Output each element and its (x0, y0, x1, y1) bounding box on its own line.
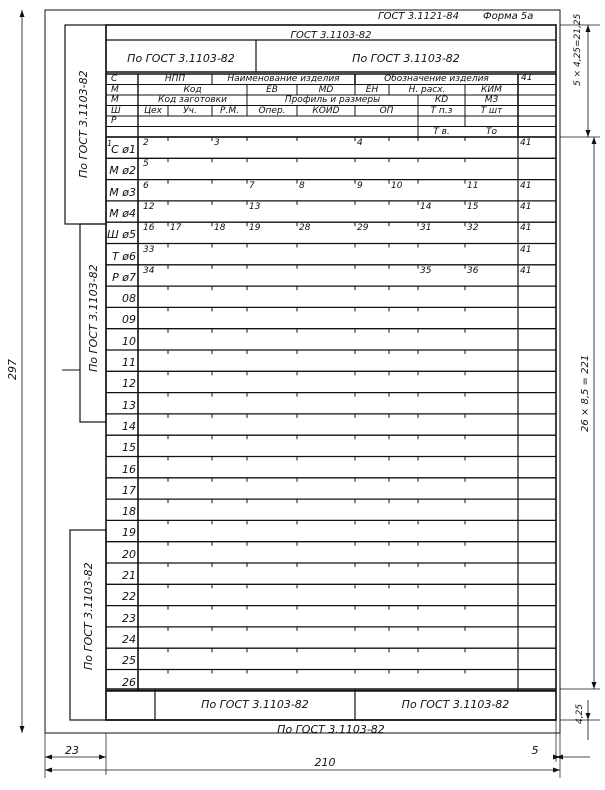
service-row-code: М (111, 84, 119, 95)
service-field-label: Н. расх. (408, 84, 446, 95)
row-number: 09 (122, 313, 136, 327)
top-title: ГОСТ 3.1103-82 (290, 30, 372, 41)
field-marker: 6 (143, 180, 149, 191)
field-marker: 11 (467, 180, 479, 191)
row-number: М ø3 (109, 185, 136, 199)
row-number: Т ø6 (112, 249, 136, 263)
field-marker: 41 (520, 201, 532, 212)
row-number: 20 (122, 547, 136, 561)
dim-arrow (20, 10, 25, 17)
service-field-label: То (485, 126, 497, 137)
field-marker: 31 (420, 223, 432, 234)
service-field-label: Т шт (480, 105, 503, 116)
service-field-label: Р.М. (220, 105, 239, 116)
service-field-label: КИМ (481, 84, 502, 95)
dim-arrow (586, 130, 591, 137)
service-field-label: Обозначение изделия (384, 74, 489, 84)
form-number: Форма 5а (483, 11, 534, 22)
field-marker: 7 (249, 180, 255, 191)
field-marker: 41 (520, 223, 532, 234)
row-number: 16 (122, 462, 136, 476)
dim-arrow (586, 713, 591, 720)
field-marker: 33 (143, 244, 155, 255)
field-marker: 32 (467, 223, 479, 234)
service-row-end: 41 (521, 73, 533, 83)
footer-bottom: По ГОСТ 3.1103-82 (277, 723, 385, 736)
service-field-label: Код (183, 84, 202, 95)
field-marker: 9 (357, 180, 363, 191)
dim-arrow (45, 755, 52, 760)
service-field-label: Уч. (183, 105, 197, 116)
service-field-label: Т п.з (430, 105, 453, 116)
service-field-label: ЕВ (266, 84, 278, 95)
field-marker: 41 (520, 138, 532, 148)
row-number: Ш ø5 (107, 228, 136, 242)
service-field-label: Наименование изделия (227, 74, 340, 84)
row-number: 26 (122, 675, 136, 689)
row-number: 12 (122, 377, 136, 391)
service-field-label: ЕН (365, 84, 379, 95)
service-field-label: Цех (144, 105, 162, 116)
footer-right: По ГОСТ 3.1103-82 (401, 698, 510, 711)
dim-left-margin: 23 (65, 744, 79, 757)
header-box-left: По ГОСТ 3.1103-82 (127, 52, 235, 65)
dim-arrow (99, 755, 106, 760)
row-number: М ø2 (109, 164, 136, 178)
field-marker: 36 (467, 265, 479, 276)
field-marker: 5 (143, 159, 149, 170)
side-stamp-bottom: По ГОСТ 3.1103-82 (82, 562, 95, 670)
row-number: 24 (122, 632, 136, 646)
dim-header-height: 5 × 4,25=21,25 (573, 13, 583, 86)
dim-total-width: 210 (314, 756, 336, 769)
service-field-label: Опер. (258, 105, 286, 116)
field-marker: 41 (520, 180, 532, 191)
dim-arrow (45, 768, 52, 773)
dim-arrow (592, 682, 597, 689)
row-number: 23 (122, 611, 136, 625)
row-number: 11 (122, 356, 136, 369)
service-row-code: М (111, 95, 119, 105)
standard-number: ГОСТ 3.1121-84 (378, 11, 460, 22)
field-marker: 18 (214, 223, 226, 234)
row-number: 22 (122, 590, 136, 604)
row-number: С ø1 (111, 143, 136, 156)
service-field-label: Т в. (433, 126, 450, 137)
row-number: 17 (122, 483, 136, 497)
service-field-label: Код заготовки (158, 95, 227, 105)
field-marker: 17 (170, 223, 182, 234)
row-number: 21 (122, 569, 136, 582)
service-row-code: Ш (111, 105, 121, 116)
service-field-label: КD (434, 95, 449, 105)
dim-arrow (20, 726, 25, 733)
row-number: 19 (122, 526, 136, 540)
header-box-right: По ГОСТ 3.1103-82 (352, 52, 460, 65)
field-marker: 16 (143, 223, 155, 234)
field-marker: 41 (520, 244, 532, 255)
field-marker: 4 (357, 138, 363, 148)
dim-footer-height: 4,25 (575, 703, 585, 724)
dim-arrow (553, 755, 560, 760)
field-marker: 2 (143, 138, 149, 148)
field-marker: 14 (420, 201, 432, 212)
service-field-label: Профиль и размеры (284, 95, 381, 105)
service-row-code: Р (111, 116, 117, 126)
field-marker: 35 (420, 265, 432, 276)
footer-left: По ГОСТ 3.1103-82 (201, 698, 309, 711)
field-marker: 12 (143, 201, 155, 212)
row-lead-mark: 1 (107, 139, 113, 148)
service-field-label: МD (318, 84, 334, 95)
row-number: 08 (122, 292, 136, 306)
field-marker: 8 (299, 180, 305, 191)
dim-rows-height: 26 × 8,5 = 221 (580, 354, 591, 432)
dim-arrow (592, 137, 597, 144)
field-marker: 28 (299, 223, 311, 234)
dim-total-height: 297 (6, 359, 19, 380)
side-stamp-middle: По ГОСТ 3.1103-82 (87, 264, 100, 372)
field-marker: 15 (467, 201, 479, 212)
row-number: 25 (122, 654, 136, 668)
row-number: Р ø7 (112, 270, 136, 284)
row-number: 18 (122, 505, 136, 519)
dim-arrow (586, 25, 591, 32)
service-field-label: ОП (379, 105, 394, 116)
row-number: 14 (122, 419, 136, 433)
dim-right-margin: 5 (531, 744, 539, 757)
service-field-label: КОИD (312, 105, 340, 116)
row-number: 10 (122, 334, 136, 348)
field-marker: 13 (249, 201, 261, 212)
field-marker: 10 (391, 180, 403, 191)
field-marker: 3 (214, 138, 220, 148)
field-marker: 29 (357, 223, 369, 234)
row-number: 13 (122, 398, 136, 412)
field-marker: 41 (520, 265, 532, 276)
service-row-code: С (111, 74, 118, 84)
field-marker: 34 (143, 265, 155, 276)
row-number: 15 (122, 441, 136, 455)
side-stamp-top: По ГОСТ 3.1103-82 (77, 70, 90, 178)
field-marker: 19 (249, 223, 261, 234)
service-field-label: МЗ (484, 95, 499, 105)
row-number: М ø4 (109, 206, 136, 220)
service-field-label: НПП (164, 74, 186, 84)
dim-arrow (553, 768, 560, 773)
